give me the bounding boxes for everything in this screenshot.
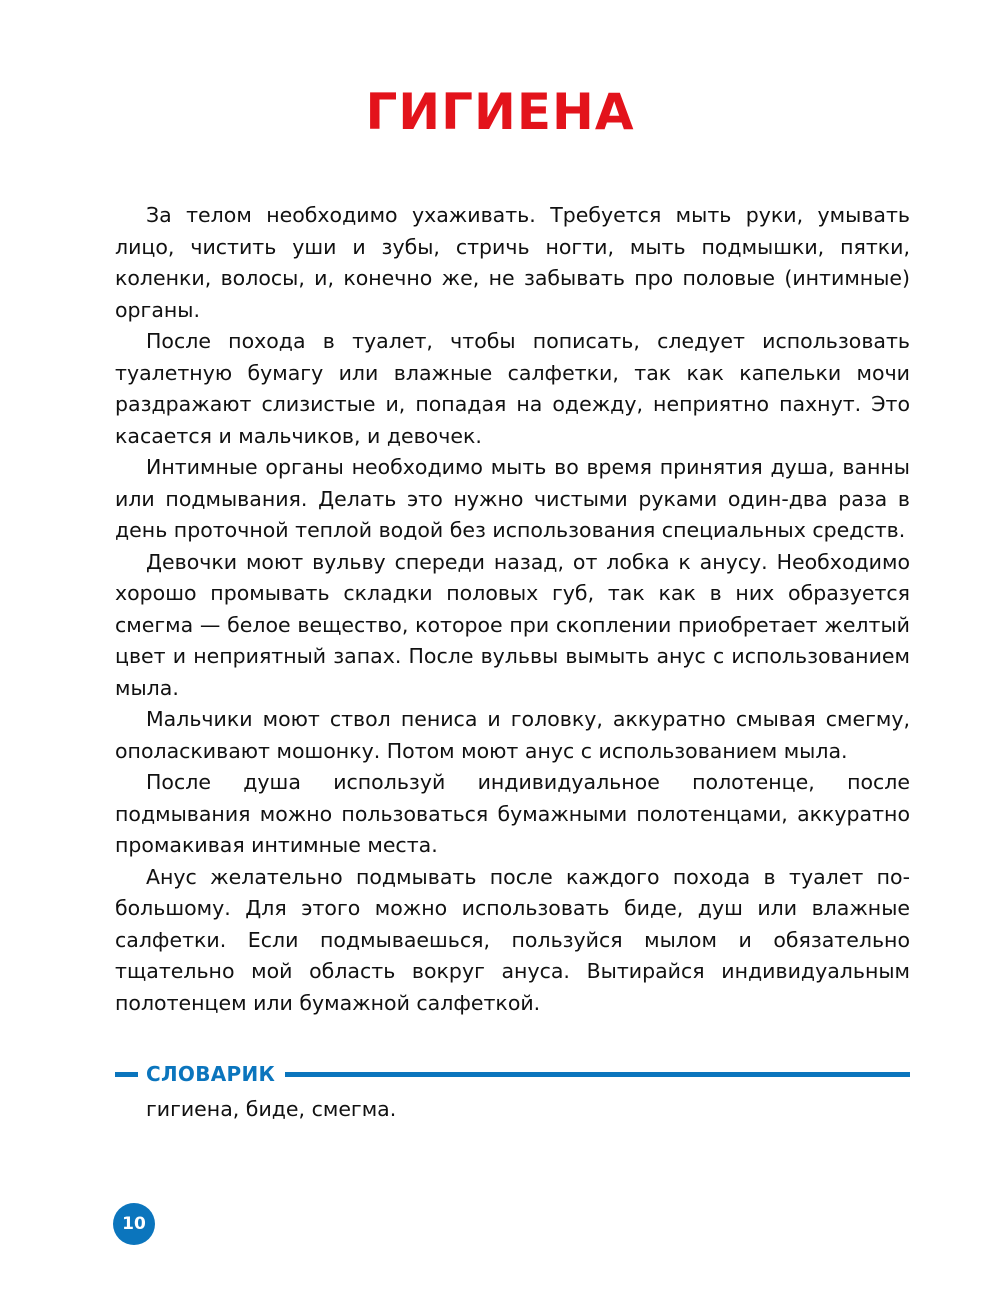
paragraph: Анус желательно подмывать после каждого похода в туалет по-большому. Для этого можно использовать биде, душ или влажные салфетки. Если подмываешься, пользуйся мылом и обязательно тщательно мой область вокруг ануса. Вытирайся индивидуальным полотенцем или бумажной салфеткой.	[115, 864, 910, 1015]
page-title: ГИГИЕНА	[365, 83, 635, 141]
dictionary-label: СЛОВАРИК	[146, 1062, 276, 1086]
paragraph: Интимные органы необходимо мыть во время принятия душа, ванны или подмывания. Делать это нужно чистыми руками один-два раза в день проточной теплой водой без использования специальных средств.	[115, 455, 910, 542]
dictionary-section	[115, 1058, 910, 1125]
paragraph: Девочки моют вульву спереди назад, от лобка к анусу. Необходимо хорошо промывать складки половых губ, так как в них образуется смегма — белое вещество, которое при скоплении приобретает желтый цвет и неприятный запах. После вульвы вымыть анус с использованием мыла.	[115, 549, 910, 700]
paragraph: После душа используй индивидуальное полотенце, после подмывания можно пользоваться бумажными полотенцами, аккуратно промакивая интимные места.	[115, 770, 910, 857]
body-text	[115, 200, 910, 1019]
dictionary-rule-left	[115, 1072, 138, 1077]
dictionary-rule-right	[285, 1072, 910, 1077]
page-number-badge: 10	[113, 1203, 155, 1245]
dictionary-words: гигиена, биде, смегма.	[146, 1097, 397, 1121]
dictionary-header	[115, 1058, 910, 1090]
paragraph: За телом необходимо ухаживать. Требуется мыть руки, умывать лицо, чистить уши и зубы, стричь ногти, мыть подмышки, пятки, коленки, волосы, и, конечно же, не забывать про половые (интимные) органы.	[115, 203, 910, 322]
paragraph: Мальчики моют ствол пениса и головку, аккуратно смывая смегму, ополаскивают мошонку. Потом моют анус с использованием мыла.	[115, 707, 910, 763]
paragraph: После похода в туалет, чтобы пописать, следует использовать туалетную бумагу или влажные салфетки, так как капельки мочи раздражают слизистые и, попадая на одежду, неприятно пахнут. Это касается и мальчиков, и девочек.	[115, 329, 910, 448]
